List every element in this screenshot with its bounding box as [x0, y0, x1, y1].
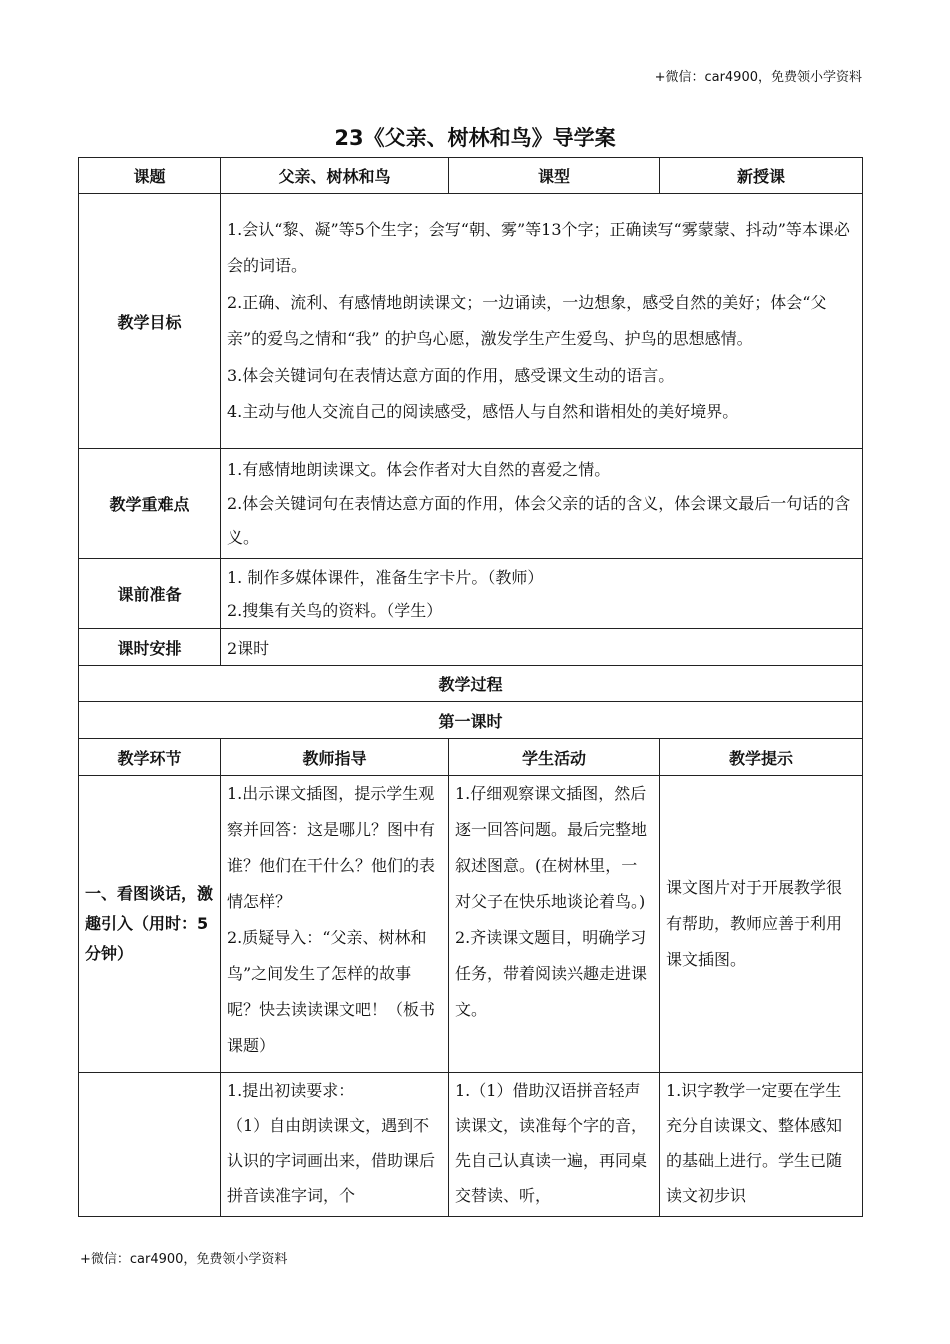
preparation-item: 2.搜集有关鸟的资料。（学生）	[227, 600, 443, 620]
preparation-row	[79, 559, 863, 629]
preparation-item: 1. 制作多媒体课件，准备生字卡片。（教师）	[227, 567, 544, 587]
teacher-item: 2.质疑导入：“父亲、树林和鸟”之间发生了怎样的故事呢？快去读读课文吧！（板书课题）	[227, 928, 436, 1055]
lesson-plan-table	[78, 157, 863, 1217]
key-point-item: 2.体会关键词句在表情达意方面的作用，体会父亲的话的含义，体会课文最后一句话的含义。	[227, 493, 851, 547]
teacher-item: 1.出示课文插图，提示学生观察并回答：这是哪儿？图中有谁？他们在干什么？他们的表情怎样？	[227, 784, 436, 911]
header-row	[79, 158, 863, 194]
goal-item: 3.体会关键词句在表情达意方面的作用，感受课文生动的语言。	[227, 365, 675, 385]
column-header: 教师指导	[221, 739, 449, 776]
goals-row	[79, 194, 863, 449]
stage-cell	[79, 1073, 221, 1217]
tip-cell	[660, 1073, 863, 1217]
student-item: 2.齐读课文题目，明确学习任务，带着阅读兴趣走进课文。	[455, 928, 648, 1019]
table-row	[79, 1073, 863, 1217]
preparation-label: 课前准备	[79, 559, 221, 629]
columns-row	[79, 739, 863, 776]
type-label: 课型	[449, 158, 660, 194]
schedule-label: 课时安排	[79, 629, 221, 666]
schedule-value: 2课时	[221, 629, 863, 666]
tip-item: 1.识字教学一定要在学生充分自读课文、整体感知的基础上进行。学生已随读文初步识	[666, 1081, 843, 1205]
stage-cell: 一、看图谈话，激趣引入（用时：5分钟）	[79, 776, 221, 1073]
student-cell	[449, 1073, 660, 1217]
goal-item: 2.正确、流利、有感情地朗读课文；一边诵读，一边想象，感受自然的美好；体会“父亲”的爱鸟之情和“我” 的护鸟心愿，激发学生产生爱鸟、护鸟的思想感情。	[227, 292, 827, 348]
key-point-item: 1.有感情地朗读课文。体会作者对大自然的喜爱之情。	[227, 459, 611, 479]
goals-content	[221, 194, 863, 449]
key-points-label: 教学重难点	[79, 449, 221, 559]
schedule-row	[79, 629, 863, 666]
key-points-row	[79, 449, 863, 559]
goals-label: 教学目标	[79, 194, 221, 449]
teacher-cell	[221, 1073, 449, 1217]
goal-item: 1.会认“黎、凝”等5个生字；会写“朝、雾”等13个字；正确读写“雾蒙蒙、抖动”等本课必会的词语。	[227, 219, 850, 275]
process-title: 教学过程	[79, 666, 863, 702]
teacher-item: （1）自由朗读课文，遇到不认识的字词画出来，借助课后拼音读准字词，个	[227, 1116, 436, 1205]
tip-item: 课文图片对于开展教学很有帮助，教师应善于利用课文插图。	[666, 878, 843, 969]
goal-item: 4.主动与他人交流自己的阅读感受，感悟人与自然和谐相处的美好境界。	[227, 402, 739, 421]
column-header: 教学环节	[79, 739, 221, 776]
watermark-top: +微信：car4900，免费领小学资料	[654, 70, 862, 85]
page-title: 23《父亲、树林和鸟》导学案	[334, 126, 616, 150]
topic-value: 父亲、树林和鸟	[221, 158, 449, 194]
lesson-title: 第一课时	[79, 702, 863, 739]
type-value: 新授课	[660, 158, 863, 194]
process-title-row	[79, 666, 863, 702]
teacher-item: 1.提出初读要求：	[227, 1081, 355, 1100]
student-item: 1.（1）借助汉语拼音轻声读课文，读准每个字的音，先自己认真读一遍，再同桌交替读、听，	[455, 1081, 648, 1205]
watermark-bottom: +微信：car4900，免费领小学资料	[80, 1252, 288, 1267]
column-header: 教学提示	[660, 739, 863, 776]
column-header: 学生活动	[449, 739, 660, 776]
topic-label: 课题	[79, 158, 221, 194]
student-item: 1.仔细观察课文插图，然后逐一回答问题。最后完整地叙述图意。(在树林里，一对父子在快乐地谈论着鸟。)	[455, 784, 648, 911]
student-cell	[449, 776, 660, 1073]
teacher-cell	[221, 776, 449, 1073]
lesson-title-row	[79, 702, 863, 739]
table-row	[79, 776, 863, 1073]
preparation-content	[221, 559, 863, 629]
tip-cell	[660, 776, 863, 1073]
key-points-content	[221, 449, 863, 559]
